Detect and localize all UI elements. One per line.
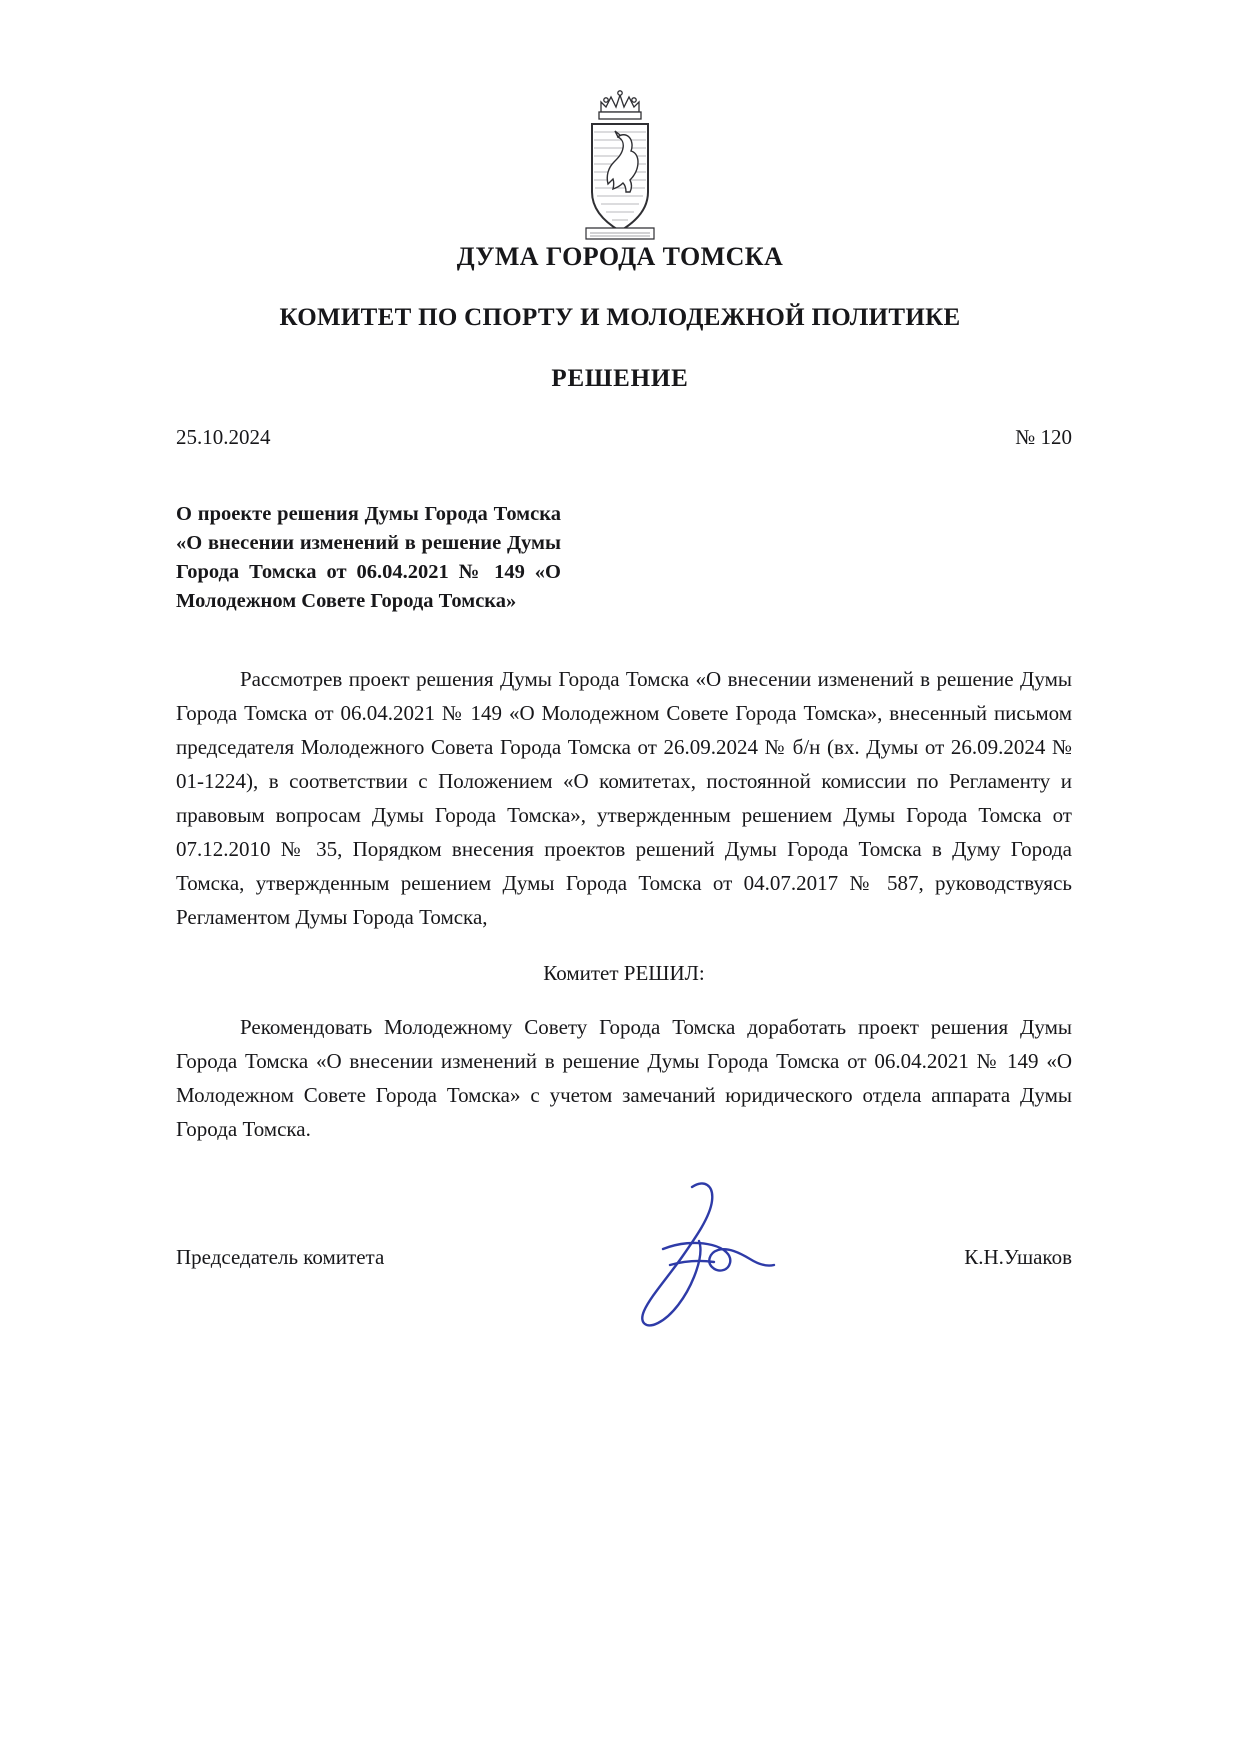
resolution-line: Комитет РЕШИЛ: (543, 961, 705, 986)
emblem-container (0, 88, 1240, 248)
document-body (176, 662, 1072, 1152)
coat-of-arms-icon (568, 88, 672, 248)
signatory-name: К.Н.Ушаков (964, 1245, 1072, 1269)
document-date: 25.10.2024 (176, 425, 271, 449)
document-subject: О проекте решения Думы Города Томска «О внесении изменений в решение Думы Города Томска от 06.04.2021 № 149 «О Молодежном Совете Города Томска» (176, 503, 561, 613)
document-meta (176, 425, 1072, 450)
signature-row (176, 1245, 1072, 1270)
committee-title: КОМИТЕТ ПО СПОРТУ И МОЛОДЕЖНОЙ ПОЛИТИКЕ (279, 304, 961, 331)
document-kind: РЕШЕНИЕ (551, 365, 689, 392)
signatory-role: Председатель комитета (176, 1245, 385, 1269)
organization-title: ДУМА ГОРОДА ТОМСКА (456, 242, 784, 271)
body-paragraph: Рассмотрев проект решения Думы Города Томска «О внесении изменений в решение Думы Города Томска от 06.04.2021 № 149 «О Молодежном Совете Города Томска», внесенный письмом председателя Молодежного Совета Города Томска от 26.09.2024 № б/н (вх. Думы от 26.09.2024 № 01-1224), в соответствии с Положением «О комитетах, постоянной комиссии по Регламенту и правовым вопросам Думы Города Томска», утвержденным решением Думы Города Томска от 07.12.2010 № 35, Порядком внесения проектов решений Думы Города Томска в Думу Города Томска, утвержденным решением Думы Города Томска от 04.07.2017 № 587, руководствуясь Регламентом Думы Города Томска, (176, 667, 1072, 930)
document-number: № 120 (1015, 425, 1072, 449)
document-headings (0, 242, 1240, 393)
decision-paragraph: Рекомендовать Молодежному Совету Города Томска доработать проект решения Думы Города Томска «О внесении изменений в решение Думы Города Томска от 06.04.2021 № 149 «О Молодежном Совете Города Томска» с учетом замечаний юридического отдела аппарата Думы Города Томска. (176, 1015, 1072, 1142)
